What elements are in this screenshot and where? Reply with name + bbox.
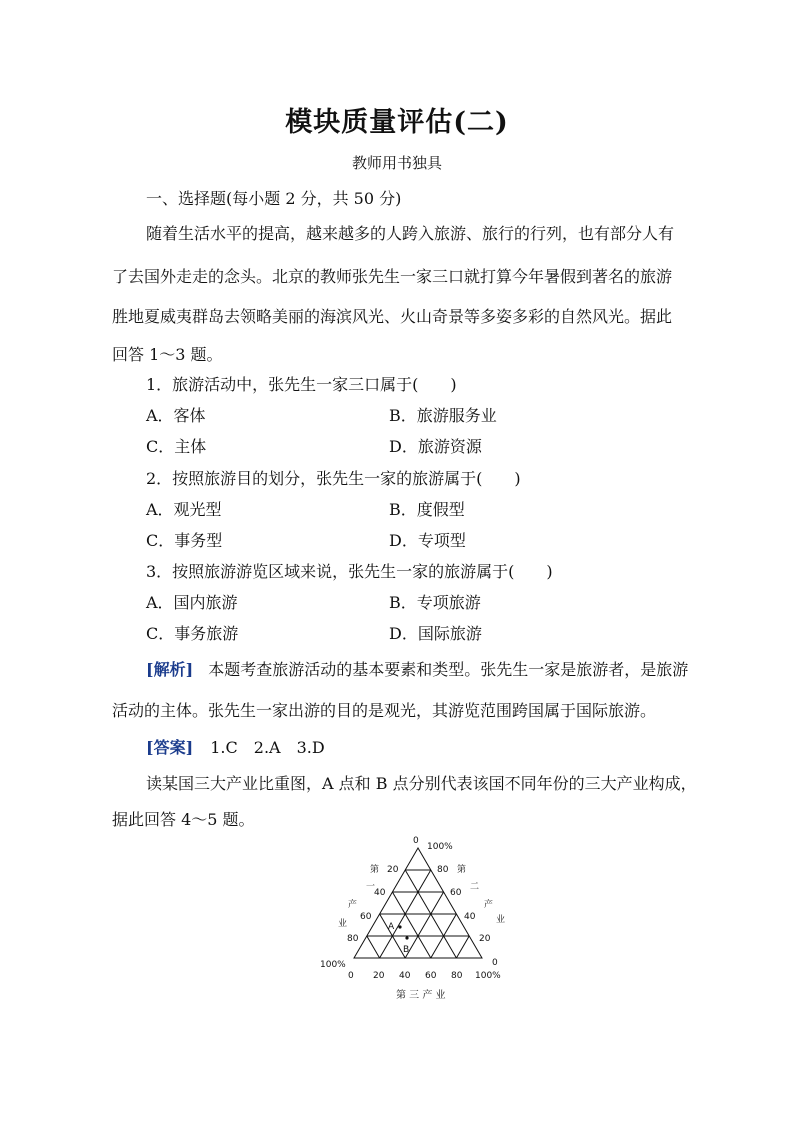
bottom-tick-60: 60 [425, 971, 437, 981]
question-1-stem: 1．旅游活动中，张先生一家三口属于( ) [146, 375, 457, 394]
bottom-tick-0: 0 [348, 971, 354, 981]
answer-text: 1.C 2.A 3.D [210, 738, 325, 757]
question-3-option-c: C．事务旅游 [146, 624, 239, 643]
left-axis-label-2: 一 [366, 882, 376, 892]
right-tick-20: 20 [479, 934, 491, 944]
right-tick-80: 80 [437, 865, 449, 875]
section-heading: 一、选择题(每小题 2 分，共 50 分) [146, 189, 402, 208]
point-a-label: A [388, 922, 395, 932]
answer-tag: [答案] [146, 738, 194, 757]
analysis-text-1: 本题考查旅游活动的基本要素和类型。张先生一家是旅游者，是旅游 [208, 660, 689, 679]
grid-line [456, 936, 469, 958]
grid-line [392, 892, 430, 958]
point-b-marker [405, 936, 408, 939]
question-1-option-a: A．客体 [146, 406, 206, 425]
question-3-stem: 3．按照旅游游览区域来说，张先生一家的旅游属于( ) [146, 562, 553, 581]
passage1-line1: 随着生活水平的提高，越来越多的人跨入旅游、旅行的行列，也有部分人有 [146, 224, 675, 243]
right-tick-100: 100% [427, 842, 453, 852]
question-2-stem: 2．按照旅游目的划分，张先生一家的旅游属于( ) [146, 469, 521, 488]
bottom-tick-80: 80 [451, 971, 463, 981]
analysis-line2: 活动的主体。张先生一家出游的目的是观光，其游览范围跨国属于国际旅游。 [112, 701, 657, 720]
bottom-tick-20: 20 [373, 971, 385, 981]
question-3-option-a: A．国内旅游 [146, 593, 238, 612]
bottom-axis-label: 第 三 产 业 [396, 990, 446, 1001]
right-axis-label-2: 二 [470, 882, 480, 892]
bottom-tick-40: 40 [399, 971, 411, 981]
point-b-label: B [403, 945, 410, 955]
question-1-option-b: B．旅游服务业 [389, 406, 497, 425]
right-axis-label-1: 第 [457, 865, 467, 875]
right-tick-0: 0 [492, 958, 498, 968]
passage1-line3: 胜地夏威夷群岛去领略美丽的海滨风光、火山奇景等多姿多彩的自然风光。据此 [112, 307, 673, 326]
left-tick-60: 60 [360, 912, 372, 922]
question-2-option-b: B．度假型 [389, 500, 465, 519]
right-axis-label-4: 业 [496, 915, 506, 925]
question-2-option-a: A．观光型 [146, 500, 222, 519]
passage1-line2: 了去国外走走的念头。北京的教师张先生一家三口就打算今年暑假到著名的旅游 [112, 267, 673, 286]
left-tick-40: 40 [374, 888, 386, 898]
bottom-tick-100: 100% [475, 971, 501, 981]
question-1-option-c: C．主体 [146, 437, 207, 456]
question-3-option-b: B．专项旅游 [389, 593, 481, 612]
question-1-option-d: D．旅游资源 [389, 437, 482, 456]
question-2-option-d: D．专项型 [389, 531, 466, 550]
right-axis-label-3: 产 [484, 900, 494, 910]
grid-line [367, 936, 380, 958]
right-tick-40: 40 [464, 912, 476, 922]
ternary-industry-diagram [310, 830, 510, 1005]
question-2-option-c: C．事务型 [146, 531, 223, 550]
left-tick-100: 100% [320, 960, 346, 970]
left-axis-label-3: 产 [348, 900, 358, 910]
analysis-tag: [解析] [146, 660, 194, 679]
analysis-line1 [146, 657, 688, 680]
passage2-line1: 读某国三大产业比重图，A 点和 B 点分别代表该国不同年份的三大产业构成， [146, 774, 697, 793]
passage2-line2: 据此回答 4～5 题。 [112, 810, 255, 829]
answer-line [146, 735, 325, 758]
point-a-marker [398, 925, 401, 928]
left-tick-80: 80 [347, 934, 359, 944]
right-tick-60: 60 [450, 888, 462, 898]
subtitle: 教师用书独具 [351, 154, 442, 172]
page-title: 模块质量评估(二) [285, 107, 509, 138]
left-axis-label-1: 第 [370, 865, 380, 875]
question-3-option-d: D．国际旅游 [389, 624, 482, 643]
grid-line [405, 892, 443, 958]
left-tick-20: 20 [387, 865, 399, 875]
left-axis-label-4: 业 [338, 919, 348, 929]
passage1-line4: 回答 1～3 题。 [112, 345, 223, 364]
left-tick-0: 0 [413, 836, 419, 846]
